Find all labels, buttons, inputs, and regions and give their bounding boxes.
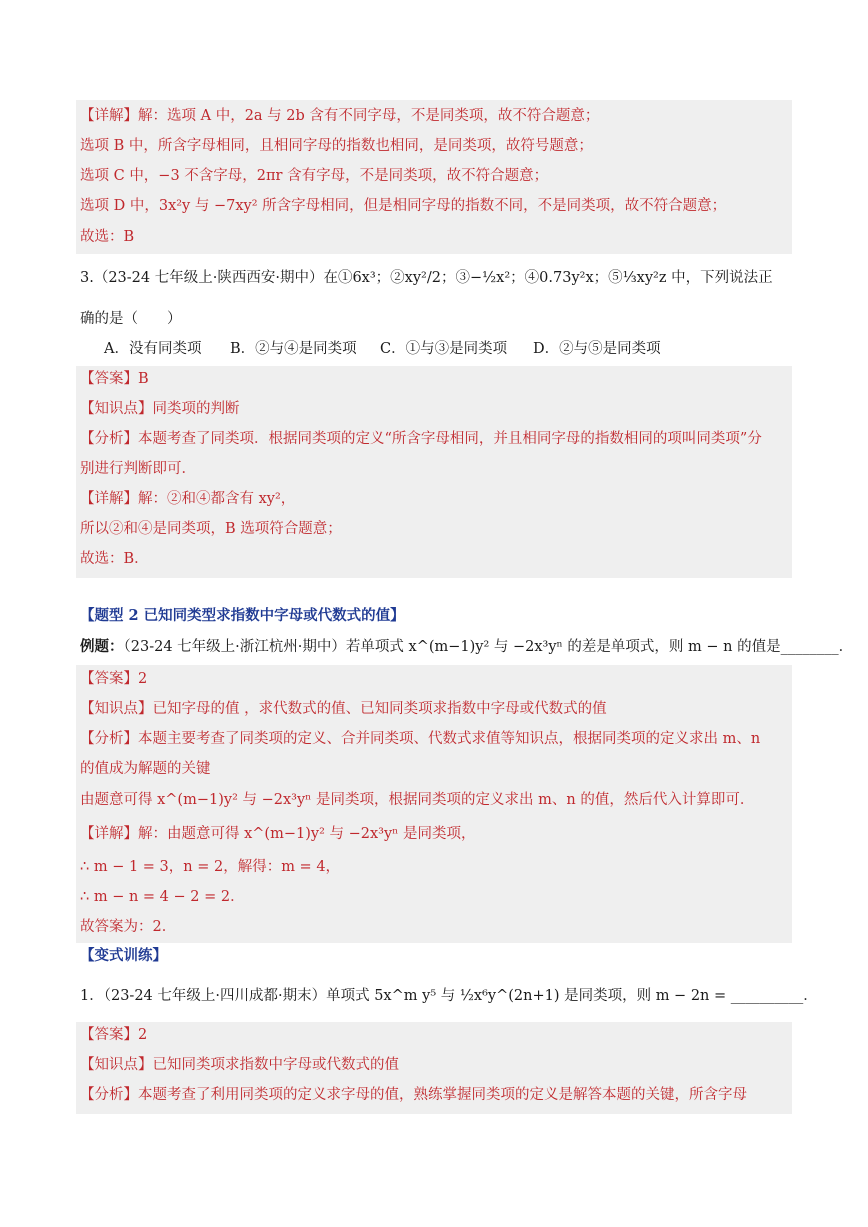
example-analysis-1: 【分析】本题主要考查了同类项的定义、合并同类项、代数式求值等知识点，根据同类项的定义求出 m、n <box>80 731 761 747</box>
q3-detail-2: 所以②和④是同类项，B 选项符合题意； <box>80 521 342 537</box>
example-detail-3: ∴ m − n = 4 − 2 = 2． <box>80 889 245 905</box>
example-detail-2: ∴ m − 1 = 3，n = 2，解得：m = 4， <box>80 859 341 875</box>
variant-answer: 【答案】2 <box>80 1027 148 1043</box>
q3-analysis-2: 别进行判断即可． <box>80 461 196 477</box>
q3-knowledge: 【知识点】同类项的判断 <box>80 401 240 417</box>
question-3-stem-cont: 确的是（ ） <box>80 311 182 327</box>
example-analysis-3: 由题意可得 x^(m−1)y² 与 −2x³yⁿ 是同类项，根据同类项的定义求出 m、n 的值，然后代入计算即可． <box>80 792 755 808</box>
example-text: （23-24 七年级上·浙江杭州·期中）若单项式 x^(m−1)y² 与 −2x³yⁿ 的差是单项式，则 m − n 的值是________． <box>123 639 854 655</box>
type-2-heading: 【题型 2 已知同类型求指数中字母或代数式的值】 <box>80 607 405 624</box>
example-answer: 【答案】2 <box>80 671 148 687</box>
solution-prev-line-4: 选项 D 中，3x²y 与 −7xy² 所含字母相同，但是相同字母的指数不同，不是同类项，故不符合题意； <box>80 198 727 214</box>
q3-detail-3: 故选：B． <box>80 551 149 567</box>
solution-prev-line-5: 故选：B <box>80 229 135 245</box>
solution-prev-line-2: 选项 B 中，所含字母相同，且相同字母的指数也相同，是同类项，故符号题意； <box>80 138 593 154</box>
question-3-option-b: B．②与④是同类项 <box>230 341 357 357</box>
variant-analysis: 【分析】本题考查了利用同类项的定义求字母的值，熟练掌握同类项的定义是解答本题的关键，所含字母 <box>80 1087 747 1103</box>
solution-prev-line-1: 【详解】解：选项 A 中，2a 与 2b 含有不同字母，不是同类项，故不符合题意； <box>80 108 600 124</box>
solution-prev-line-3: 选项 C 中，−3 不含字母，2πr 含有字母，不是同类项，故不符合题意； <box>80 168 549 184</box>
variant-question-1: 1．（23-24 七年级上·四川成都·期末）单项式 5x^m y⁵ 与 ½x⁶y^(2n+1) 是同类项，则 m − 2n = __________． <box>80 988 818 1004</box>
question-3-option-d: D．②与⑤是同类项 <box>533 341 661 357</box>
question-3-option-a: A．没有同类项 <box>104 341 202 357</box>
q3-analysis-1: 【分析】本题考查了同类项．根据同类项的定义“所含字母相同，并且相同字母的指数相同的项叫同类项”分 <box>80 431 762 447</box>
question-3-option-c: C．①与③是同类项 <box>380 341 508 357</box>
q3-answer: 【答案】B <box>80 371 149 387</box>
type-2-example <box>80 637 853 657</box>
example-detail-4: 故答案为：2． <box>80 919 177 935</box>
variant-heading: 【变式训练】 <box>80 947 167 964</box>
example-label: 例题： <box>80 638 124 655</box>
example-knowledge: 【知识点】已知字母的值 ，求代数式的值、已知同类项求指数中字母或代数式的值 <box>80 701 607 717</box>
q3-detail-1: 【详解】解：②和④都含有 xy²， <box>80 491 296 507</box>
example-detail-1: 【详解】解：由题意可得 x^(m−1)y² 与 −2x³yⁿ 是同类项， <box>80 826 476 842</box>
question-3-stem: 3.（23-24 七年级上·陕西西安·期中）在①6x³；②xy²/2；③−½x²；④0.73y²x；⑤⅓xy²z 中，下列说法正 <box>80 270 773 286</box>
variant-knowledge: 【知识点】已知同类项求指数中字母或代数式的值 <box>80 1057 399 1073</box>
example-analysis-2: 的值成为解题的关键 <box>80 761 211 777</box>
